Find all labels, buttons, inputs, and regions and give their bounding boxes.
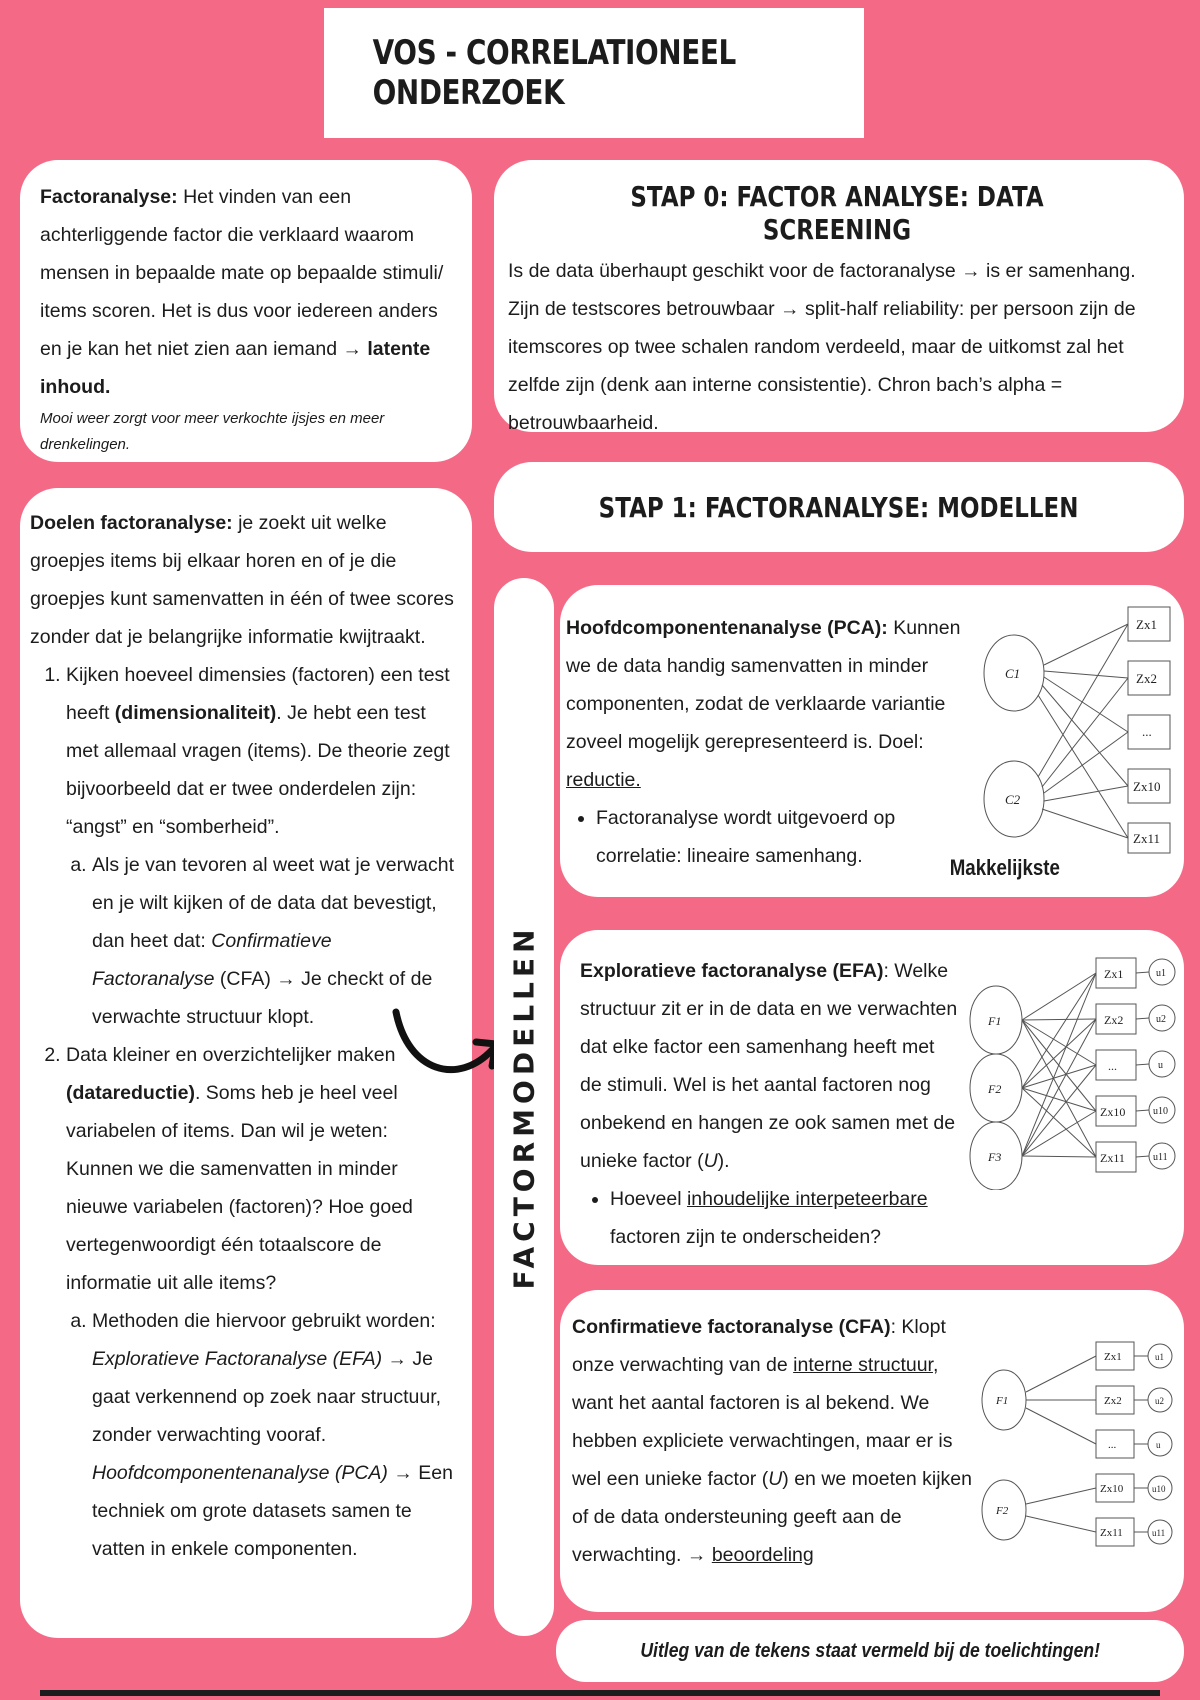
cfa-u10: u10 xyxy=(1152,1484,1166,1494)
cfa-body-1: : Klopt onze verwachting van de xyxy=(572,1316,946,1376)
cfa-u2: u2 xyxy=(1155,1396,1164,1406)
cfa-interne-structuur: interne structuur xyxy=(793,1354,933,1376)
cfa-card xyxy=(560,1290,1184,1612)
cfa-f2: F2 xyxy=(996,1505,1009,1517)
item2-sub-italic2: Hoofdcomponentenanalyse (PCA) xyxy=(92,1462,388,1484)
factormodellen-label: FACTORMODELLEN xyxy=(507,924,541,1290)
efa-loading-line xyxy=(1022,973,1096,1020)
footer-note-card xyxy=(556,1620,1184,1682)
factoranalyse-body: Het vinden van een achterliggende factor die verklaard waarom mensen in bepaalde mate op bepaalde stimuli/ items scoren. Het is dus voor iedereen anders en je kan het niet zien aan iemand → xyxy=(40,186,444,360)
item2-sub-italic1: Exploratieve Factoranalyse (EFA) xyxy=(92,1348,383,1370)
efa-f2: F2 xyxy=(988,1082,1002,1096)
factoranalyse-text xyxy=(40,178,456,406)
cfa-text xyxy=(572,1308,980,1574)
efa-u1: u1 xyxy=(1156,968,1166,979)
efa-u10: u10 xyxy=(1153,1106,1168,1117)
item2-sub-mid: → Je gaat verkennend op zoek naar structuur, zonder verwachting vooraf. xyxy=(92,1348,442,1446)
cfa-label: Confirmatieve factoranalyse (CFA) xyxy=(572,1316,891,1338)
efa-bullet xyxy=(610,1180,1000,1256)
efa-loading-line xyxy=(1022,1088,1096,1157)
cfa-u1: u1 xyxy=(1155,1352,1164,1362)
cfa-diagram xyxy=(980,1330,1180,1570)
efa-body-end: ). xyxy=(717,1150,730,1172)
item1-pre: Kijken hoeveel dimensies (factoren) een test heeft xyxy=(66,664,450,724)
efa-z1: Zx1 xyxy=(1104,967,1124,981)
efa-bullet-pre: Hoeveel xyxy=(610,1188,687,1210)
efa-z10: Zx10 xyxy=(1100,1105,1126,1119)
efa-loading-line xyxy=(1022,1020,1096,1065)
doelen-item-2 xyxy=(66,1036,458,1568)
efa-label: Exploratieve factoranalyse (EFA) xyxy=(580,960,884,982)
doelen-intro xyxy=(30,504,458,656)
item1-sub-pre: Als je van tevoren al weet wat je verwacht en je wilt kijken of de data dat bevestigt, dan heet dat: xyxy=(92,854,455,952)
doelen-list xyxy=(30,656,458,1568)
efa-u: U xyxy=(703,1150,718,1172)
title-banner xyxy=(324,8,864,138)
efa-f1: F1 xyxy=(988,1014,1002,1028)
item2-sub-a xyxy=(92,1302,458,1568)
item1-sub-post: (CFA) → Je checkt of de verwachte structuur klopt. xyxy=(92,968,433,1028)
efa-card xyxy=(560,930,1184,1265)
efa-loading-line xyxy=(1022,1019,1096,1088)
pca-bullet: • Factoranalyse wordt uitgevoerd op correlatie: lineaire samenhang. xyxy=(596,799,980,875)
efa-diagram xyxy=(968,950,1178,1190)
efa-loading-line xyxy=(1022,1156,1096,1157)
efa-f3: F3 xyxy=(988,1150,1002,1164)
doelen-intro-text: je zoekt uit welke groepjes items bij elkaar horen en of je die groepjes kunt samenvatten in één of twee scores zonder dat je belangrijke informatie kwijtraakt. xyxy=(30,512,454,648)
efa-z2: Zx2 xyxy=(1104,1013,1124,1027)
efa-loading-line xyxy=(1022,1065,1096,1088)
pca-label: Hoofdcomponentenanalyse (PCA): xyxy=(566,617,888,639)
efa-bullet-underline: inhoudelijke interpeteerbare xyxy=(686,1188,928,1210)
cfa-body-2: , want het aantal factoren is al bekend. We hebben expliciete verwachtingen, maar er is wel een unieke factor ( xyxy=(572,1354,953,1490)
efa-text xyxy=(580,952,960,1180)
factoranalyse-example: Mooi weer zorgt voor meer verkochte ijsjes en meer drenkelingen. xyxy=(40,410,385,453)
pca-z11: Zx11 xyxy=(1133,831,1160,846)
item2-post: . Soms heb je heel veel variabelen of items. Dan wil je weten: Kunnen we die samenvatten in minder nieuwe variabelen (factoren)? Hoe goed vertegenwoordigt één totaalscore de informatie uit alle items? xyxy=(66,1082,413,1294)
cfa-u11: u11 xyxy=(1152,1528,1166,1538)
pca-c1: C1 xyxy=(1005,666,1021,681)
cfa-body-3: ) en we moeten kijken of de data ondersteuning geeft aan de verwachting. → xyxy=(572,1468,972,1566)
pca-z10: Zx10 xyxy=(1133,779,1161,794)
doelen-item-1 xyxy=(66,656,458,1036)
pca-c2: C2 xyxy=(1005,792,1021,807)
stap0-text: Is de data überhaupt geschikt voor de factoranalyse → is er samenhang. Zijn de testscores betrouwbaar → split-half reliability: per persoon zijn de itemscores op twee schalen random verdeeld, maar de uitkomst zal het zelfde zijn (denk aan interne consistentie). Chron bach’s alpha = betrouwbaarheid. xyxy=(508,260,1136,434)
efa-bullets xyxy=(580,1180,1000,1256)
cfa-z10: Zx10 xyxy=(1100,1483,1124,1495)
bottom-rule xyxy=(40,1690,1160,1696)
stap0-card xyxy=(494,160,1184,432)
efa-loading-line xyxy=(1022,1019,1096,1020)
pca-diagram xyxy=(978,595,1178,857)
cfa-z2: Zx2 xyxy=(1104,1395,1122,1407)
item2-pre: Data kleiner en overzichtelijker maken xyxy=(66,1044,396,1066)
stap1-title: STAP 1: FACTORANALYSE: MODELLEN xyxy=(599,490,1079,524)
cfa-f1: F1 xyxy=(996,1395,1009,1407)
pca-body: Kunnen we de data handig samenvatten in minder componenten, zodat de verklaarde variantie zoveel mogelijk gerepresenteerd is. Doel: xyxy=(566,617,961,753)
curved-arrow-icon xyxy=(388,990,508,1100)
factormodellen-label-box xyxy=(494,578,554,1636)
cfa-beoordeling: beoordeling xyxy=(711,1544,814,1566)
efa-loading-line xyxy=(1022,973,1096,1156)
efa-zdots: ... xyxy=(1108,1059,1117,1073)
pca-z2: Zx2 xyxy=(1136,671,1157,686)
pca-z1: Zx1 xyxy=(1136,617,1157,632)
cfa-u: U xyxy=(768,1468,783,1490)
pca-card xyxy=(560,585,1184,897)
doelen-label: Doelen factoranalyse: xyxy=(30,512,233,534)
item1-bold: (dimensionaliteit) xyxy=(114,702,277,724)
pca-zdots: ... xyxy=(1142,724,1152,739)
footer-note: Uitleg van de tekens staat vermeld bij de toelichtingen! xyxy=(640,1639,1100,1662)
factoranalyse-card xyxy=(20,160,472,462)
item2-bold: (datareductie) xyxy=(66,1082,195,1104)
efa-u2: u2 xyxy=(1156,1014,1166,1025)
item2-sub-post: → Een techniek om grote datasets samen te vatten in enkele componenten. xyxy=(92,1462,453,1560)
efa-body: : Welke structuur zit er in de data en we verwachten dat elke factor een samenhang heeft met de stimuli. Wel is het aantal factoren nog onbekend en hangen ze ook samen met de unieke factor ( xyxy=(580,960,958,1172)
latente-inhoud: latente inhoud. xyxy=(40,338,431,398)
item1-post: . Je hebt een test met allemaal vragen (items). De theorie zegt bijvoorbeeld dat er twee onderdelen zijn: “angst” en “somberheid”. xyxy=(66,702,450,838)
page-title: VOS - CORRELATIONEEL ONDERZOEK xyxy=(372,33,736,113)
pca-bullets xyxy=(566,799,980,875)
cfa-z1: Zx1 xyxy=(1104,1351,1122,1363)
efa-u: u xyxy=(1158,1060,1163,1071)
item2-sublist xyxy=(66,1302,458,1568)
efa-z11: Zx11 xyxy=(1100,1151,1125,1165)
efa-bullet-post: factoren zijn te onderscheiden? xyxy=(610,1226,882,1248)
efa-loading-line xyxy=(1022,973,1096,1088)
cfa-z11: Zx11 xyxy=(1100,1527,1123,1539)
pca-text xyxy=(566,609,976,799)
stap0-title: STAP 0: FACTOR ANALYSE: DATA SCREENING xyxy=(630,180,1044,246)
stap1-card xyxy=(494,462,1184,552)
efa-loading-line xyxy=(1022,1065,1096,1156)
cfa-u: u xyxy=(1156,1440,1161,1450)
efa-loading-line xyxy=(1022,1111,1096,1156)
pca-doel: reductie. xyxy=(566,769,641,791)
cfa-zdots: ... xyxy=(1108,1439,1117,1451)
efa-loading-line xyxy=(1022,1088,1096,1111)
item2-sub-pre: Methoden die hiervoor gebruikt worden: xyxy=(92,1310,436,1332)
factoranalyse-label: Factoranalyse: xyxy=(40,186,178,208)
pca-caption: Makkelijkste xyxy=(949,855,1060,880)
item1-sub-italic: Confirmatieve Factoranalyse xyxy=(92,930,332,990)
efa-lines xyxy=(1022,973,1096,1157)
efa-u11: u11 xyxy=(1153,1152,1168,1163)
